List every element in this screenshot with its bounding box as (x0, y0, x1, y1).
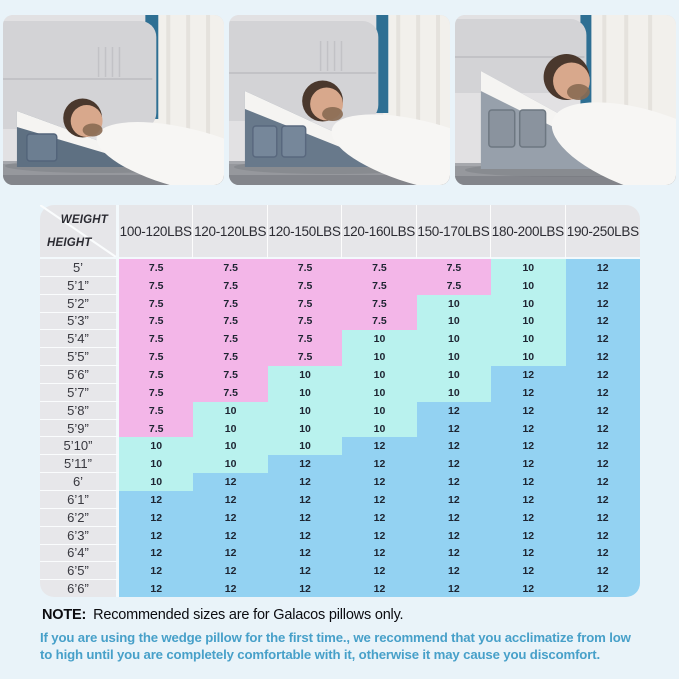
size-cell: 12 (491, 366, 565, 384)
size-cell: 12 (491, 545, 565, 563)
size-cell: 7.5 (268, 330, 342, 348)
size-cell: 10 (119, 455, 193, 473)
size-cell: 12 (119, 580, 193, 597)
corner-cell (40, 205, 119, 259)
size-cell: 12 (342, 455, 416, 473)
size-cell: 10 (342, 348, 416, 366)
table-row (40, 580, 640, 597)
size-cell: 7.5 (193, 295, 267, 313)
size-cell: 12 (417, 455, 491, 473)
size-cell: 12 (491, 402, 565, 420)
size-cell: 12 (417, 437, 491, 455)
size-cell: 12 (193, 491, 267, 509)
size-cell: 10 (417, 384, 491, 402)
size-cell: 7.5 (342, 313, 416, 331)
height-row-label: 6’5” (40, 562, 119, 580)
size-cell: 7.5 (268, 295, 342, 313)
size-cell: 10 (193, 455, 267, 473)
size-cell: 7.5 (268, 259, 342, 277)
size-cell: 12 (193, 580, 267, 597)
size-cell: 12 (417, 420, 491, 438)
size-cell: 7.5 (417, 277, 491, 295)
size-cell: 12 (417, 580, 491, 597)
size-cell: 10 (491, 277, 565, 295)
table-row (40, 330, 640, 348)
size-cell: 12 (268, 545, 342, 563)
size-cell: 12 (491, 580, 565, 597)
size-cell: 12 (566, 348, 640, 366)
table-row (40, 420, 640, 438)
table-row (40, 509, 640, 527)
size-cell: 10 (342, 420, 416, 438)
size-cell: 12 (566, 580, 640, 597)
size-cell: 12 (342, 473, 416, 491)
table-row (40, 437, 640, 455)
weight-column-header: 190-250LBS (566, 205, 640, 259)
size-cell: 12 (566, 473, 640, 491)
size-cell: 12 (491, 473, 565, 491)
size-cell: 10 (417, 295, 491, 313)
size-cell: 7.5 (119, 277, 193, 295)
weight-column-header: 100-120LBS (119, 205, 193, 259)
size-chart (40, 205, 640, 597)
note-text: Recommended sizes are for Galacos pillows only. (93, 607, 404, 623)
table-row (40, 455, 640, 473)
size-cell: 12 (566, 295, 640, 313)
table-row (40, 313, 640, 331)
size-cell: 10 (268, 366, 342, 384)
size-cell: 7.5 (119, 420, 193, 438)
weight-column-header: 120-160LBS (342, 205, 416, 259)
size-cell: 12 (342, 562, 416, 580)
size-cell: 7.5 (268, 313, 342, 331)
size-cell: 12 (342, 491, 416, 509)
table-row (40, 348, 640, 366)
size-cell: 10 (491, 259, 565, 277)
size-cell: 7.5 (193, 384, 267, 402)
table-row (40, 473, 640, 491)
size-cell: 12 (268, 580, 342, 597)
size-cell: 12 (193, 473, 267, 491)
size-cell: 10 (491, 313, 565, 331)
size-cell: 12 (566, 527, 640, 545)
size-cell: 12 (119, 545, 193, 563)
size-cell: 12 (491, 491, 565, 509)
size-cell: 12 (268, 562, 342, 580)
size-cell: 12 (566, 313, 640, 331)
weight-header-row (40, 205, 640, 259)
height-row-label: 5’10” (40, 437, 119, 455)
size-cell: 12 (417, 491, 491, 509)
size-cell: 12 (566, 330, 640, 348)
size-cell: 7.5 (119, 384, 193, 402)
table-row (40, 491, 640, 509)
man-on-low-wedge-pillow-photo (3, 15, 224, 185)
height-row-label: 6’ (40, 473, 119, 491)
size-cell: 12 (119, 562, 193, 580)
size-cell: 12 (268, 509, 342, 527)
weight-column-header: 150-170LBS (417, 205, 491, 259)
height-row-label: 6’3” (40, 527, 119, 545)
height-axis-label: HEIGHT (47, 237, 92, 249)
size-cell: 12 (268, 527, 342, 545)
size-cell: 10 (268, 420, 342, 438)
size-cell: 12 (491, 455, 565, 473)
size-cell: 10 (119, 473, 193, 491)
size-cell: 7.5 (193, 330, 267, 348)
size-cell: 10 (417, 366, 491, 384)
table-row (40, 295, 640, 313)
size-cell: 12 (491, 509, 565, 527)
size-cell: 12 (193, 527, 267, 545)
size-cell: 12 (566, 491, 640, 509)
size-cell: 12 (491, 527, 565, 545)
table-row (40, 527, 640, 545)
size-cell: 7.5 (119, 259, 193, 277)
size-cell: 7.5 (119, 330, 193, 348)
size-cell: 12 (342, 509, 416, 527)
size-cell: 12 (491, 562, 565, 580)
height-row-label: 5’9” (40, 420, 119, 438)
size-cell: 12 (566, 562, 640, 580)
size-cell: 12 (119, 491, 193, 509)
size-cell: 10 (119, 437, 193, 455)
table-row (40, 562, 640, 580)
size-cell: 7.5 (193, 277, 267, 295)
size-cell: 10 (491, 348, 565, 366)
size-cell: 10 (342, 330, 416, 348)
size-cell: 10 (491, 330, 565, 348)
table-row (40, 402, 640, 420)
height-row-label: 5’11” (40, 455, 119, 473)
weight-column-header: 120-150LBS (268, 205, 342, 259)
size-chart-table (40, 205, 640, 597)
man-on-high-wedge-pillow-photo (455, 15, 676, 185)
size-cell: 12 (342, 580, 416, 597)
size-cell: 12 (268, 455, 342, 473)
size-cell: 7.5 (342, 295, 416, 313)
size-cell: 12 (566, 277, 640, 295)
table-row (40, 366, 640, 384)
size-cell: 10 (417, 313, 491, 331)
table-row (40, 384, 640, 402)
size-cell: 12 (417, 473, 491, 491)
size-cell: 7.5 (268, 277, 342, 295)
size-cell: 12 (268, 473, 342, 491)
table-row (40, 259, 640, 277)
height-row-label: 5’5” (40, 348, 119, 366)
size-cell: 12 (119, 527, 193, 545)
size-cell: 12 (491, 437, 565, 455)
size-cell: 12 (491, 420, 565, 438)
size-cell: 7.5 (417, 259, 491, 277)
height-row-label: 6’6” (40, 580, 119, 597)
size-cell: 12 (566, 545, 640, 563)
low-wedge-scene (3, 15, 224, 185)
size-cell: 7.5 (119, 313, 193, 331)
size-cell: 12 (566, 259, 640, 277)
size-cell: 10 (491, 295, 565, 313)
note-line (42, 607, 403, 623)
table-row (40, 545, 640, 563)
height-row-label: 5’8” (40, 402, 119, 420)
height-row-label: 5’1” (40, 277, 119, 295)
size-cell: 12 (417, 545, 491, 563)
photo-strip (3, 15, 676, 185)
size-cell: 10 (268, 437, 342, 455)
size-cell: 12 (566, 366, 640, 384)
size-cell: 12 (566, 384, 640, 402)
size-cell: 12 (342, 437, 416, 455)
size-cell: 7.5 (193, 348, 267, 366)
size-cell: 12 (566, 402, 640, 420)
high-wedge-scene (455, 15, 676, 185)
size-cell: 12 (268, 491, 342, 509)
size-cell: 12 (193, 545, 267, 563)
size-cell: 7.5 (119, 295, 193, 313)
height-row-label: 6’1” (40, 491, 119, 509)
size-cell: 12 (566, 509, 640, 527)
size-cell: 7.5 (342, 259, 416, 277)
weight-axis-label: WEIGHT (60, 214, 108, 226)
size-cell: 10 (268, 384, 342, 402)
size-cell: 10 (268, 402, 342, 420)
size-cell: 10 (193, 437, 267, 455)
note-label: NOTE: (42, 607, 87, 623)
size-cell: 12 (342, 527, 416, 545)
disclaimer-text: If you are using the wedge pillow for the first time., we recommend that you acclimatize from low to high until you are completely comfortable with it, otherwise it may cause you discomfort. (40, 630, 631, 663)
size-cell: 12 (193, 509, 267, 527)
size-cell: 12 (417, 402, 491, 420)
man-on-medium-wedge-pillow-photo (229, 15, 450, 185)
size-cell: 12 (417, 509, 491, 527)
size-cell: 12 (566, 420, 640, 438)
height-row-label: 5’ (40, 259, 119, 277)
size-cell: 10 (193, 420, 267, 438)
weight-column-header: 120-120LBS (193, 205, 267, 259)
size-cell: 7.5 (193, 366, 267, 384)
size-cell: 7.5 (342, 277, 416, 295)
height-row-label: 6’4” (40, 545, 119, 563)
size-cell: 7.5 (193, 259, 267, 277)
medium-wedge-scene (229, 15, 450, 185)
weight-column-header: 180-200LBS (491, 205, 565, 259)
size-cell: 12 (566, 437, 640, 455)
height-row-label: 5’7” (40, 384, 119, 402)
size-cell: 10 (342, 402, 416, 420)
size-cell: 10 (193, 402, 267, 420)
size-cell: 10 (342, 366, 416, 384)
height-row-label: 5’3” (40, 313, 119, 331)
size-cell: 12 (417, 562, 491, 580)
height-row-label: 5’4” (40, 330, 119, 348)
size-cell: 12 (566, 455, 640, 473)
size-cell: 12 (193, 562, 267, 580)
size-cell: 10 (342, 384, 416, 402)
size-cell: 10 (417, 330, 491, 348)
size-cell: 7.5 (119, 402, 193, 420)
height-row-label: 5’6” (40, 366, 119, 384)
height-row-label: 6’2” (40, 509, 119, 527)
size-cell: 7.5 (119, 366, 193, 384)
size-cell: 12 (119, 509, 193, 527)
size-cell: 10 (417, 348, 491, 366)
diagonal-divider (40, 205, 116, 257)
size-cell: 7.5 (193, 313, 267, 331)
size-cell: 12 (342, 545, 416, 563)
height-row-label: 5’2” (40, 295, 119, 313)
size-cell: 7.5 (119, 348, 193, 366)
size-cell: 12 (417, 527, 491, 545)
table-row (40, 277, 640, 295)
size-cell: 7.5 (268, 348, 342, 366)
size-cell: 12 (491, 384, 565, 402)
